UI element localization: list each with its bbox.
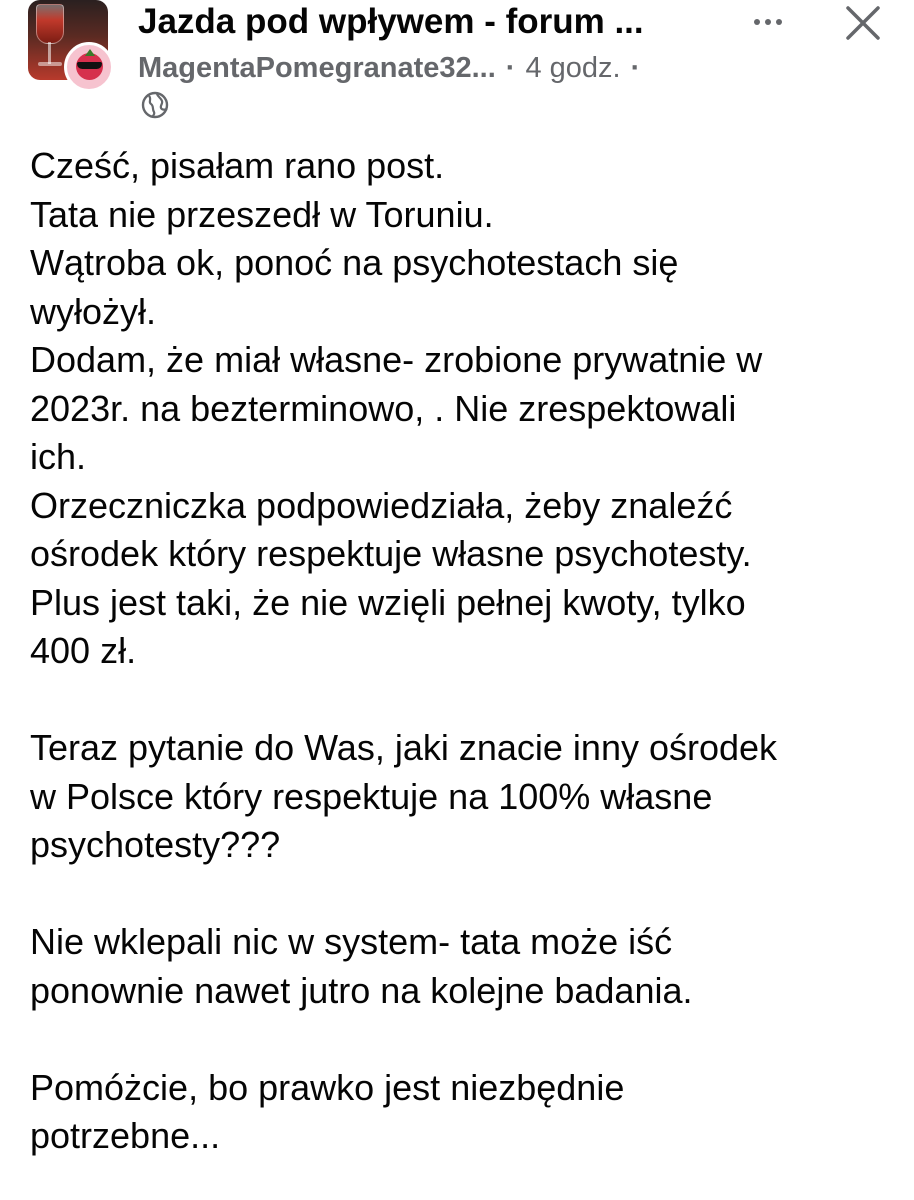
post-text-line: ich.: [30, 436, 87, 477]
post-body: [30, 142, 890, 1161]
post-text-line: 2023r. na bezterminowo, . Nie zrespektowali: [30, 387, 737, 429]
post-text-line: Tata nie przeszedł w Toruniu.: [30, 193, 494, 235]
post-meta: [138, 48, 650, 88]
wine-glass-base: [38, 62, 62, 66]
wine-glass-icon: [36, 4, 64, 44]
post-text-line: Plus jest taki, że nie wzięli pełnej kwoty, tylko: [30, 581, 746, 623]
post-text-line: [30, 1015, 890, 1064]
close-button[interactable]: [840, 4, 884, 44]
post-text-line: Nie wklepali nic w system- tata może iść: [30, 921, 673, 962]
wine-glass-stem: [48, 42, 51, 64]
meta-separator: ·: [505, 52, 516, 84]
more-horizontal-icon-dot: [776, 19, 782, 25]
post-time[interactable]: 4 godz.: [525, 52, 621, 84]
post-text-line: 400 zł.: [30, 630, 137, 671]
close-icon: [840, 4, 884, 44]
post-text-line: Pomóżcie, bo prawko jest niezbędnie: [30, 1066, 625, 1108]
author-name[interactable]: MagentaPomegranate32...: [138, 52, 496, 84]
post-text-line: psychotesty???: [30, 824, 281, 865]
post-text-line: ośrodek który respektuje własne psychotesty.: [30, 533, 752, 574]
globe-icon[interactable]: [140, 90, 170, 120]
post-text-line: Cześć, pisałam rano post.: [30, 145, 445, 186]
more-options-button[interactable]: [746, 4, 790, 40]
post-header: [0, 0, 914, 130]
more-horizontal-icon-dot: [765, 19, 771, 25]
pomegranate-crown: [85, 49, 95, 56]
author-avatar[interactable]: [64, 42, 114, 92]
post-text-line: ponownie nawet jutro na kolejne badania.: [30, 969, 693, 1011]
post-text-line: potrzebne...: [30, 1115, 221, 1156]
sunglasses-icon: [77, 62, 102, 69]
post-text-line: Orzeczniczka podpowiedziała, żeby znaleźć: [30, 484, 733, 526]
post-text-line: Teraz pytanie do Was, jaki znacie inny ośrodek: [30, 727, 778, 768]
post-text-line: Dodam, że miał własne- zrobione prywatnie w: [30, 339, 763, 380]
post-text-line: [30, 676, 890, 725]
post-text-line: wyłożył.: [30, 290, 157, 332]
globe-icon-svg: [140, 90, 170, 120]
group-title[interactable]: Jazda pod wpływem - forum ...: [138, 2, 644, 41]
post-text-line: w Polsce który respektuje na 100% własne: [30, 775, 713, 817]
more-horizontal-icon: [754, 19, 760, 25]
post-text-line: [30, 870, 890, 919]
post-text-line: Wątroba ok, ponoć na psychotestach się: [30, 242, 679, 283]
meta-separator-trailing: ·: [630, 52, 641, 84]
